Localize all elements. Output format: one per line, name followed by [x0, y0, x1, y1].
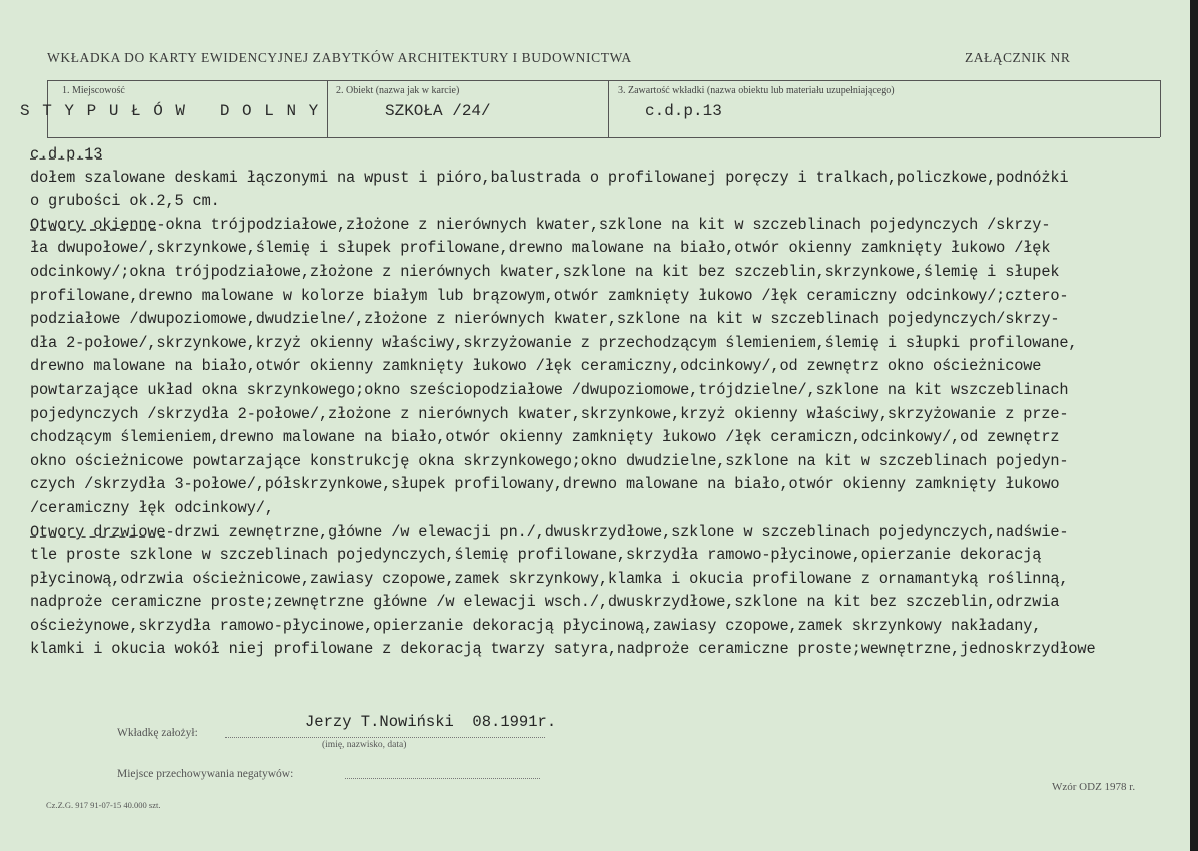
table-divider-2 [608, 80, 609, 137]
negatives-label: Miejsce przechowywania negatywów: [117, 768, 294, 780]
founded-value: Jerzy T.Nowiński 08.1991r. [305, 713, 557, 731]
text-line: czych /skrzydła 3-połowe/,półskrzynkowe,słupek profilowany,drewno malowane na biało,otwór okienny zamknięty łukowo [30, 475, 1060, 494]
typed-description [30, 143, 1198, 662]
text-line: drewno malowane na biało,otwór okienny zamknięty łukowo /łęk ceramiczny,odcinkowy/,od zewnętrz okno ościeżnicowe [30, 357, 1042, 376]
text-line: dołem szalowane deskami łączonymi na wpust i pióro,balustrada o profilowanej poręczy i tralkach,policzkowe,podnóżki [30, 168, 1069, 187]
text-line: płycinową,odrzwia ościeżnicowe,zawiasy czopowe,zamek skrzynkowy,klamka i okucia profilowane z ornamantyką roślinną, [30, 569, 1069, 588]
text-line: podziałowe /dwupoziomowe,dwudzielne/,złożone z nierównych kwater,szklone na kit w szczeblinach pojedynczych/skrzy- [30, 310, 1060, 329]
object-value: SZKOŁA /24/ [385, 102, 491, 120]
text-line: -okna trójpodziałowe,złożone z nierównych kwater,szklone na kit w szczeblinach pojedynczych /skrzy- [156, 215, 1051, 234]
contents-label: 3. Zawartość wkładki (nazwa obiektu lub materiału uzupełniającego) [618, 85, 895, 96]
table-top-rule [47, 80, 1160, 81]
annex-label: ZAŁĄCZNIK NR [965, 50, 1071, 65]
object-label: 2. Obiekt (nazwa jak w karcie) [336, 85, 460, 96]
locality-label: 1. Miejscowość [62, 85, 125, 96]
negatives-dotline [345, 778, 540, 779]
table-divider-1 [327, 80, 328, 137]
continuation-heading: c.d.p.13 [30, 145, 103, 163]
text-line: -drzwi zewnętrzne,główne /w elewacji pn./,dwuskrzydłowe,szklone w szczeblinach pojedynczych,nadświe- [165, 522, 1069, 541]
text-line: nadproże ceramiczne proste;zewnętrzne główne /w elewacji wsch./,dwuskrzydłowe,szklone na kit bez szczeblin,odrzwia [30, 593, 1060, 612]
founded-label: Wkładkę założył: [117, 727, 198, 739]
form-template-label: Wzór ODZ 1978 r. [1052, 781, 1136, 793]
text-line: powtarzające układ okna skrzynkowego;okno sześciopodziałowe /dwupoziomowe,trójdzielne/,szklone na kit wszczeblinach [30, 380, 1069, 399]
founded-dotline [225, 737, 545, 738]
print-code: Cz.Z.G. 917 91-07-15 40.000 szt. [46, 800, 161, 810]
locality-value: S T Y P U Ł Ó W D O L N Y [20, 102, 320, 120]
text-line: /ceramiczny łęk odcinkowy/, [30, 498, 274, 517]
document-title: WKŁADKA DO KARTY EWIDENCYJNEJ ZABYTKÓW ARCHITEKTURY I BUDOWNICTWA [47, 50, 632, 65]
section-heading-windows: Otwory okienne [30, 215, 157, 234]
table-bottom-rule [47, 137, 1160, 138]
text-line: odcinkowy/;okna trójpodziałowe,złożone z nierównych kwater,szklone na kit bez szczeblin,skrzynkowe,ślemię i słupek [30, 262, 1060, 281]
text-line: okno ościeżnicowe powtarzające konstrukcję okna skrzynkowego;okno dwudzielne,szklone na kit w szczeblinach pojedyn- [30, 451, 1069, 470]
contents-value: c.d.p.13 [645, 102, 722, 120]
text-line: ościeżynowe,skrzydła ramowo-płycinowe,opierzanie dekoracją płycinową,zawiasy czopowe,zamek skrzynkowy nakładany, [30, 616, 1042, 635]
text-line: klamki i okucia wokół niej profilowane z dekoracją twarzy satyra,nadproże ceramiczne proste;wewnętrzne,jednoskrzydłowe [30, 640, 1096, 659]
text-line: tle proste szklone w szczeblinach pojedynczych,ślemię profilowane,skrzydła ramowo-płycinowe,opierzanie dekoracją [30, 546, 1042, 565]
text-line: profilowane,drewno malowane w kolorze białym lub brązowym,otwór zamknięty łukowo /łęk ceramiczny odcinkowy/;cztero- [30, 286, 1069, 305]
text-line: ła dwupołowe/,skrzynkowe,ślemię i słupek profilowane,drewno malowane na biało,otwór okienny zamknięty łukowo /łęk [30, 239, 1051, 258]
text-line: o grubości ok.2,5 cm. [30, 192, 220, 211]
table-right-rule [1160, 80, 1161, 137]
founded-hint: (imię, nazwisko, data) [322, 740, 407, 750]
text-line: chodzącym ślemieniem,drewno malowane na biało,otwór okienny zamknięty łukowo /łęk ceramiczn,odcinkowy/,od zewnętrz [30, 428, 1060, 447]
text-line: dła 2-połowe/,skrzynkowe,krzyż okienny właściwy,skrzyżowanie z przechodzącym ślemieniem,ślemię i słupki profilowane, [30, 333, 1078, 352]
text-line: pojedynczych /skrzydła 2-połowe/,złożone z nierównych kwater,skrzynkowe,krzyż okienny właściwy,skrzyżowanie z prze- [30, 404, 1069, 423]
section-heading-doors: Otwory drzwiowe [30, 522, 166, 541]
